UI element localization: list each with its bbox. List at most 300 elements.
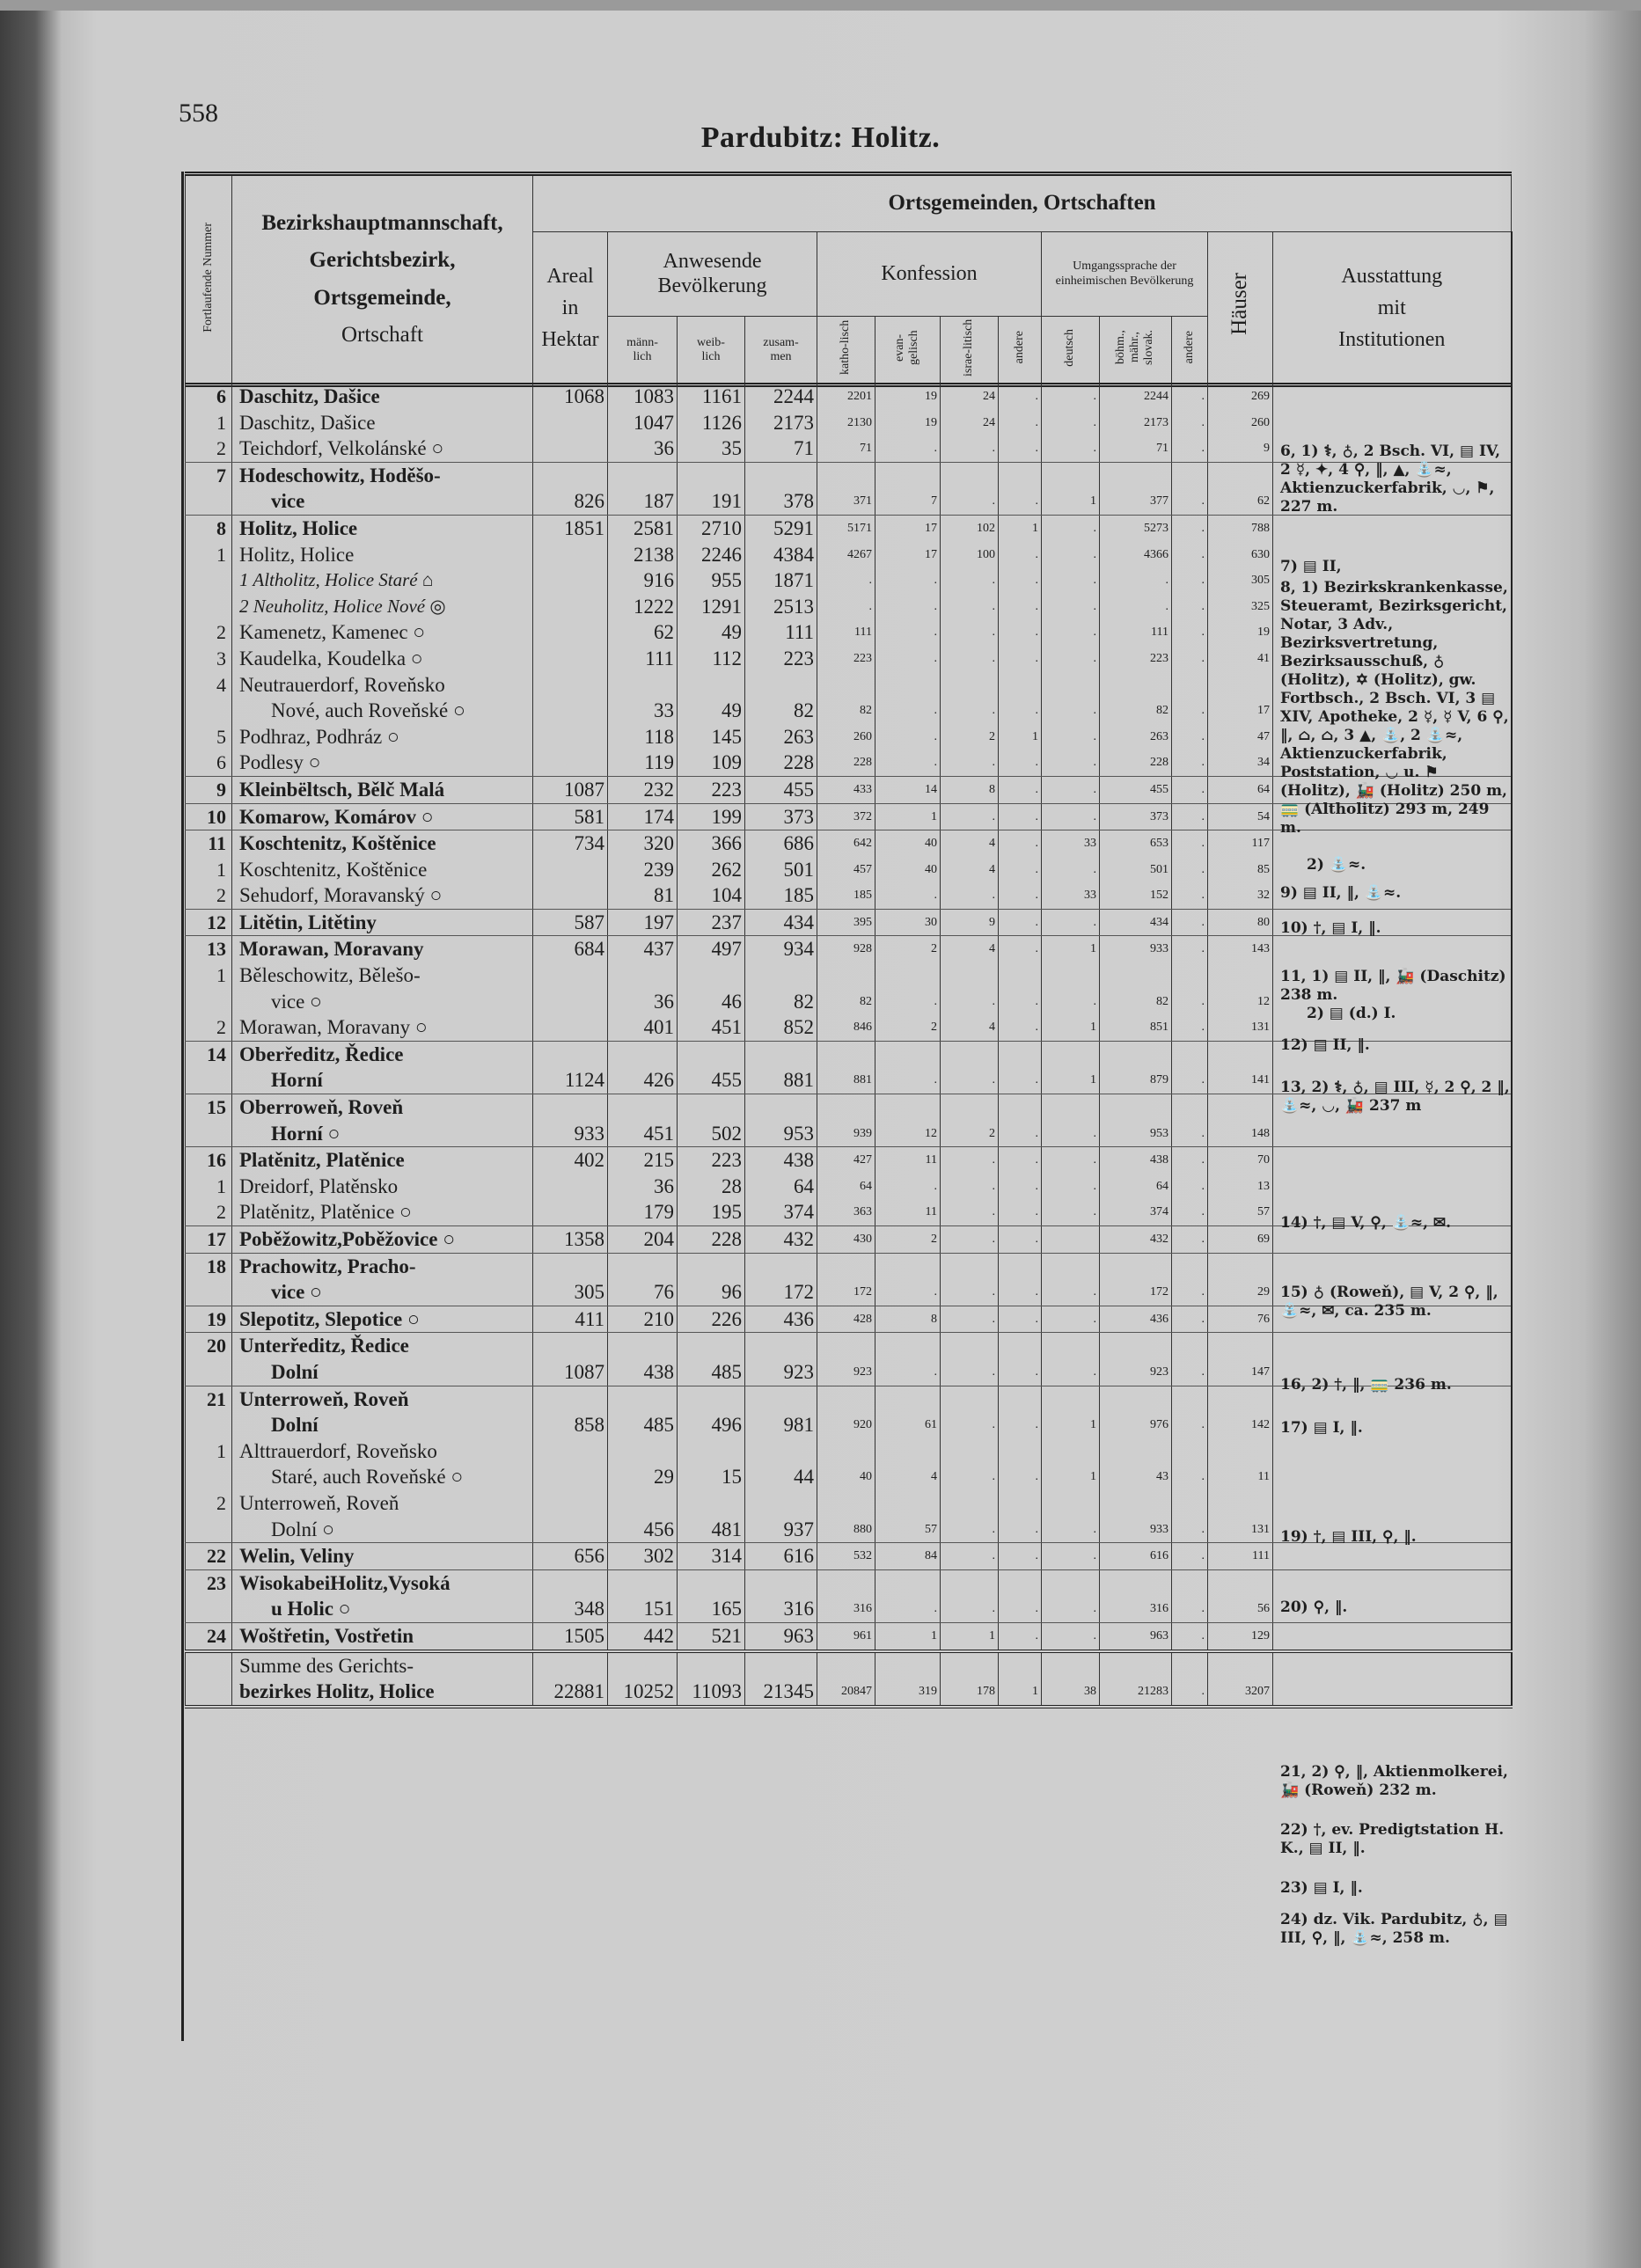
cell-boehmisch: 953 [1100, 1094, 1172, 1147]
cell-evangelisch: 2 [875, 936, 941, 962]
cell-areal: 411 [533, 1306, 608, 1333]
header-haeuser [1208, 232, 1273, 385]
place-name-line: Sehudorf, Moravanský ○ [239, 884, 443, 907]
cell-deutsch: . [1042, 594, 1100, 620]
cell-areal: 826 [533, 462, 608, 515]
header-umgangssprache: Umgangssprache der einheimischen Bevölkerung [1042, 232, 1208, 317]
cell-boehmisch: 2173 [1100, 410, 1172, 436]
cell-israelitisch: . [941, 594, 999, 620]
place-name [232, 803, 533, 830]
cell-zusammen: 2513 [745, 594, 817, 620]
cell-deutsch: . [1042, 1333, 1100, 1386]
cell-andere-sprache: . [1172, 1543, 1208, 1570]
cell-maennlich: 119 [608, 750, 678, 776]
cell-zusammen: 434 [745, 909, 817, 936]
cell-andere-sprache: . [1172, 830, 1208, 857]
cell-andere-sprache: . [1172, 803, 1208, 830]
ausstattung-note: 16, 2) †, ‖, 🚃 236 m. [1280, 1376, 1452, 1394]
place-name [232, 1199, 533, 1225]
page-number: 558 [179, 99, 218, 128]
cell-boehmisch: 438 [1100, 1147, 1172, 1174]
cell-andere: . [999, 462, 1042, 515]
cell-israelitisch: . [941, 1490, 999, 1543]
header-name-line: Ortsgemeinde, [313, 285, 451, 310]
cell-deutsch: 1 [1042, 1014, 1100, 1041]
cell-boehmisch: 43 [1100, 1438, 1172, 1490]
cell-evangelisch: 40 [875, 830, 941, 857]
cell-areal [533, 882, 608, 909]
cell-andere: . [999, 1147, 1042, 1174]
cell-boehmisch: . [1100, 594, 1172, 620]
cell-evangelisch: . [875, 646, 941, 672]
cell-andere: 1 [999, 515, 1042, 541]
cell-katholisch: 82 [817, 962, 875, 1014]
cell-andere: . [999, 750, 1042, 776]
cell-boehmisch: 152 [1100, 882, 1172, 909]
row-number: 13 [186, 936, 232, 962]
row-number: 11 [186, 830, 232, 857]
cell-zusammen: 953 [745, 1094, 817, 1147]
cell-zusammen: 185 [745, 882, 817, 909]
row-number: 3 [186, 646, 232, 672]
cell-maennlich: 1222 [608, 594, 678, 620]
cell-deutsch: . [1042, 962, 1100, 1014]
cell-evangelisch: . [875, 1174, 941, 1200]
cell-boehmisch: 976 [1100, 1386, 1172, 1438]
cell-haeuser: 630 [1208, 542, 1273, 568]
cell-katholisch: 428 [817, 1306, 875, 1333]
cell-haeuser: 131 [1208, 1014, 1273, 1041]
header-nr-label: Fortlaufende Nummer [201, 222, 215, 333]
cell-andere-sprache: . [1172, 750, 1208, 776]
cell-areal [533, 1174, 608, 1200]
cell-evangelisch: 40 [875, 857, 941, 883]
cell-katholisch: 433 [817, 776, 875, 803]
cell-haeuser: 54 [1208, 803, 1273, 830]
cell-areal: 305 [533, 1253, 608, 1306]
place-name-line: Koschtenitz, Koštěnice [239, 832, 436, 855]
ausstattung-note: 12) ▤ II, ‖. [1280, 1036, 1370, 1054]
cell-andere-sprache: . [1172, 1333, 1208, 1386]
header-name-line: Gerichtsbezirk, [309, 248, 456, 273]
summary-areal: 22881 [533, 1651, 608, 1707]
cell-katholisch: 430 [817, 1226, 875, 1254]
cell-maennlich: 2581 [608, 515, 678, 541]
table-row [186, 1174, 1512, 1200]
place-name [232, 882, 533, 909]
header-zusammen: zusam-men [745, 317, 817, 385]
cell-haeuser: 80 [1208, 909, 1273, 936]
place-name-line: Holitz, Holice [239, 543, 355, 566]
cell-deutsch: . [1042, 1569, 1100, 1622]
header-andere-label: andere [1012, 331, 1026, 364]
cell-zusammen: 2173 [745, 410, 817, 436]
cell-ausstattung [1273, 1147, 1512, 1174]
cell-ausstattung [1273, 1174, 1512, 1200]
cell-ausstattung [1273, 384, 1512, 410]
cell-weiblich: 49 [678, 672, 745, 724]
ausstattung-note: 21, 2) ⚲, ‖, Aktienmolkerei, 🚂 (Roweň) 232 m. [1280, 1763, 1508, 1799]
place-name [232, 1543, 533, 1570]
cell-israelitisch: 100 [941, 542, 999, 568]
cell-areal [533, 619, 608, 646]
row-number: 7 [186, 462, 232, 515]
cell-zusammen: 374 [745, 1199, 817, 1225]
cell-haeuser: 148 [1208, 1094, 1273, 1147]
header-ausstattung-line: mit [1377, 296, 1406, 319]
place-name [232, 1490, 533, 1543]
cell-maennlich: 1047 [608, 410, 678, 436]
place-name [232, 1622, 533, 1650]
cell-zusammen: 172 [745, 1253, 817, 1306]
cell-maennlich: 187 [608, 462, 678, 515]
table-header [185, 172, 1513, 387]
cell-israelitisch: 4 [941, 936, 999, 962]
cell-areal [533, 1199, 608, 1225]
cell-andere: . [999, 1014, 1042, 1041]
cell-israelitisch: . [941, 672, 999, 724]
cell-weiblich: 1126 [678, 410, 745, 436]
header-areal-line: Areal [546, 264, 594, 288]
row-number: 5 [186, 724, 232, 750]
cell-haeuser: 12 [1208, 962, 1273, 1014]
cell-andere: . [999, 1306, 1042, 1333]
cell-zusammen: 438 [745, 1147, 817, 1174]
row-number: 2 [186, 1199, 232, 1225]
cell-weiblich: 228 [678, 1226, 745, 1254]
ausstattung-note: 8, 1) Bezirkskrankenkasse, Steueramt, Bezirksgericht, Notar, 3 Adv., Bezirksvertretung, Bezirksausschuß, ♁ (Holitz), ✡ (Holitz), gw. Fortbsch., 2 Bsch. VI, 3 ▤ XIV, Apotheke, 2 ☿, ☿ V, 6 ⚲, ‖, ⌂, ⌂, 3 ▲, ⛲, 2 ⛲≈, Aktienzuckerfabrik, Poststation, ◡ u. ⚑ (Holitz), 🚂 (Holitz) 250 m, 🚃 (Altholitz) 293 m, 249 m. [1280, 579, 1509, 837]
cell-israelitisch: . [941, 1333, 999, 1386]
cell-zusammen: 316 [745, 1569, 817, 1622]
place-name-line: Poběžowitz,Poběžovice ○ [239, 1228, 456, 1250]
cell-maennlich: 215 [608, 1147, 678, 1174]
cell-deutsch: . [1042, 1147, 1100, 1174]
cell-andere-sprache: . [1172, 1386, 1208, 1438]
cell-areal: 1087 [533, 1333, 608, 1386]
cell-zusammen: 981 [745, 1386, 817, 1438]
cell-katholisch: 532 [817, 1543, 875, 1570]
cell-boehmisch: 223 [1100, 646, 1172, 672]
header-andere-sprache [1172, 317, 1208, 385]
cell-maennlich: 118 [608, 724, 678, 750]
cell-katholisch: 923 [817, 1333, 875, 1386]
cell-weiblich: 497 [678, 936, 745, 962]
cell-andere: . [999, 567, 1042, 594]
place-name-line: Unterroweň, Roveň [239, 1491, 399, 1514]
cell-zusammen: 82 [745, 962, 817, 1014]
cell-katholisch: 961 [817, 1622, 875, 1650]
cell-boehmisch: 923 [1100, 1333, 1172, 1386]
ausstattung-note: 19) †, ▤ III, ⚲, ‖. [1280, 1528, 1417, 1546]
place-name-line: Welin, Veliny [239, 1545, 355, 1568]
cell-zusammen: 432 [745, 1226, 817, 1254]
header-konfession: Konfession [817, 232, 1042, 317]
cell-katholisch: 172 [817, 1253, 875, 1306]
cell-evangelisch: . [875, 962, 941, 1014]
cell-deutsch: . [1042, 619, 1100, 646]
cell-deutsch: . [1042, 435, 1100, 462]
cell-andere: . [999, 1041, 1042, 1094]
place-name-line: 1 Altholitz, Holice Staré ⌂ [239, 569, 434, 591]
cell-deutsch: 1 [1042, 1438, 1100, 1490]
cell-maennlich: 29 [608, 1438, 678, 1490]
ausstattung-note: 17) ▤ I, ‖. [1280, 1419, 1363, 1437]
place-name [232, 515, 533, 541]
cell-boehmisch: 851 [1100, 1014, 1172, 1041]
cell-deutsch: . [1042, 1174, 1100, 1200]
place-name-line: u Holic ○ [271, 1598, 351, 1621]
header-nr [186, 174, 232, 385]
cell-haeuser: 19 [1208, 619, 1273, 646]
place-name [232, 962, 533, 1014]
header-maennlich: männ-lich [608, 317, 678, 385]
cell-boehmisch: 111 [1100, 619, 1172, 646]
row-number: 6 [186, 750, 232, 776]
cell-katholisch: 928 [817, 936, 875, 962]
cell-boehmisch: 64 [1100, 1174, 1172, 1200]
cell-zusammen: 64 [745, 1174, 817, 1200]
cell-katholisch: 228 [817, 750, 875, 776]
cell-weiblich: 223 [678, 776, 745, 803]
cell-boehmisch: 436 [1100, 1306, 1172, 1333]
cell-evangelisch: . [875, 435, 941, 462]
ausstattung-note: 2) ▤ (d.) I. [1307, 1005, 1396, 1022]
row-number [186, 567, 232, 594]
cell-ausstattung [1273, 1438, 1512, 1490]
header-andere-sprache-label: andere [1182, 331, 1196, 364]
row-number: 9 [186, 776, 232, 803]
place-name [232, 1226, 533, 1254]
summary-maennlich: 10252 [608, 1651, 678, 1707]
cell-evangelisch: 7 [875, 462, 941, 515]
place-name [232, 462, 533, 515]
place-name-line: Morawan, Moravany [239, 938, 424, 961]
cell-zusammen: 923 [745, 1333, 817, 1386]
row-number: 1 [186, 857, 232, 883]
cell-israelitisch: 4 [941, 830, 999, 857]
cell-israelitisch: . [941, 1253, 999, 1306]
cell-andere-sprache: . [1172, 619, 1208, 646]
place-name-line: Běleschowitz, Bělešo- [239, 964, 421, 987]
cell-maennlich: 81 [608, 882, 678, 909]
cell-andere-sprache: . [1172, 1199, 1208, 1225]
place-name-line: Platěnitz, Platěnice ○ [239, 1201, 412, 1224]
header-name-line: Bezirkshauptmannschaft, [261, 210, 503, 235]
row-number: 2 [186, 882, 232, 909]
cell-areal: 1505 [533, 1622, 608, 1650]
cell-weiblich: 2710 [678, 515, 745, 541]
table-row [186, 1438, 1512, 1490]
cell-evangelisch: . [875, 1041, 941, 1094]
cell-israelitisch: . [941, 462, 999, 515]
cell-haeuser: 788 [1208, 515, 1273, 541]
cell-haeuser: 17 [1208, 672, 1273, 724]
ausstattung-note: 10) †, ▤ I, ‖. [1280, 919, 1381, 937]
cell-boehmisch: 82 [1100, 962, 1172, 1014]
cell-deutsch: 33 [1042, 830, 1100, 857]
cell-katholisch: 260 [817, 724, 875, 750]
place-name [232, 776, 533, 803]
place-name-line: Unterroweň, Roveň [239, 1387, 409, 1410]
cell-boehmisch: 228 [1100, 750, 1172, 776]
cell-boehmisch: 263 [1100, 724, 1172, 750]
cell-andere-sprache: . [1172, 1622, 1208, 1650]
cell-ausstattung [1273, 515, 1512, 541]
place-name [232, 1438, 533, 1490]
cell-israelitisch: . [941, 1543, 999, 1570]
cell-haeuser: 147 [1208, 1333, 1273, 1386]
cell-andere-sprache: . [1172, 515, 1208, 541]
cell-boehmisch: 172 [1100, 1253, 1172, 1306]
cell-andere: . [999, 542, 1042, 568]
cell-israelitisch: 4 [941, 1014, 999, 1041]
cell-israelitisch: . [941, 1041, 999, 1094]
row-number: 18 [186, 1253, 232, 1306]
cell-evangelisch: 17 [875, 542, 941, 568]
ausstattung-note: 9) ▤ II, ‖, ⛲≈. [1280, 884, 1402, 902]
cell-haeuser: 34 [1208, 750, 1273, 776]
cell-zusammen: 934 [745, 936, 817, 962]
cell-areal [533, 594, 608, 620]
cell-evangelisch: . [875, 1253, 941, 1306]
row-number: 4 [186, 672, 232, 724]
cell-haeuser: 325 [1208, 594, 1273, 620]
cell-israelitisch: . [941, 1226, 999, 1254]
cell-katholisch: 427 [817, 1147, 875, 1174]
cell-maennlich: 204 [608, 1226, 678, 1254]
cell-andere-sprache: . [1172, 909, 1208, 936]
row-number: 2 [186, 1014, 232, 1041]
row-number: 6 [186, 384, 232, 410]
place-name [232, 594, 533, 620]
cell-evangelisch: . [875, 1333, 941, 1386]
cell-maennlich: 36 [608, 1174, 678, 1200]
ausstattung-note: 14) †, ▤ V, ⚲, ⛲≈, ✉. [1280, 1214, 1452, 1232]
cell-boehmisch: 434 [1100, 909, 1172, 936]
cell-weiblich: 46 [678, 962, 745, 1014]
cell-andere: . [999, 1253, 1042, 1306]
cell-andere: . [999, 435, 1042, 462]
cell-areal: 656 [533, 1543, 608, 1570]
cell-ausstattung [1273, 936, 1512, 962]
header-bevoelkerung: Anwesende Bevölkerung [608, 232, 817, 317]
cell-israelitisch: . [941, 567, 999, 594]
cell-areal: 1358 [533, 1226, 608, 1254]
place-name-line: Podlesy ○ [239, 751, 321, 774]
cell-areal: 684 [533, 936, 608, 962]
header-evangelisch-label: evan-gelisch [893, 330, 921, 365]
place-name [232, 646, 533, 672]
cell-israelitisch: . [941, 962, 999, 1014]
cell-andere-sprache: . [1172, 882, 1208, 909]
header-andere [999, 317, 1042, 385]
cell-evangelisch: 1 [875, 803, 941, 830]
cell-deutsch: . [1042, 515, 1100, 541]
cell-andere: . [999, 646, 1042, 672]
cell-weiblich: 496 [678, 1386, 745, 1438]
header-ausstattung [1273, 232, 1512, 385]
cell-areal [533, 724, 608, 750]
scan-edge [0, 0, 1641, 11]
place-name-line: Litětin, Litětiny [239, 911, 377, 933]
cell-boehmisch: 377 [1100, 462, 1172, 515]
cell-haeuser: 269 [1208, 384, 1273, 410]
table-row [186, 384, 1512, 410]
row-number: 14 [186, 1041, 232, 1094]
cell-katholisch: 371 [817, 462, 875, 515]
cell-boehmisch: . [1100, 567, 1172, 594]
cell-andere-sprache: . [1172, 1174, 1208, 1200]
cell-evangelisch: . [875, 750, 941, 776]
cell-andere-sprache: . [1172, 1569, 1208, 1622]
place-name [232, 1386, 533, 1438]
cell-andere: . [999, 1569, 1042, 1622]
cell-katholisch: 5171 [817, 515, 875, 541]
cell-israelitisch: . [941, 646, 999, 672]
table-row [186, 515, 1512, 541]
cell-zusammen: 455 [745, 776, 817, 803]
cell-haeuser: 29 [1208, 1253, 1273, 1306]
row-number: 1 [186, 1174, 232, 1200]
cell-haeuser: 62 [1208, 462, 1273, 515]
cell-boehmisch: 455 [1100, 776, 1172, 803]
cell-evangelisch: 19 [875, 410, 941, 436]
cell-weiblich: 104 [678, 882, 745, 909]
row-number: 12 [186, 909, 232, 936]
place-name-line: Dolní [271, 1360, 319, 1383]
cell-areal [533, 857, 608, 883]
place-name [232, 1333, 533, 1386]
cell-andere-sprache: . [1172, 567, 1208, 594]
place-name [232, 830, 533, 857]
cell-weiblich: 28 [678, 1174, 745, 1200]
place-name [232, 1306, 533, 1333]
cell-katholisch: . [817, 567, 875, 594]
cell-zusammen: 881 [745, 1041, 817, 1094]
row-number: 23 [186, 1569, 232, 1622]
cell-andere: . [999, 1333, 1042, 1386]
cell-zusammen: 71 [745, 435, 817, 462]
cell-maennlich: 302 [608, 1543, 678, 1570]
place-name-line: Hodeschowitz, Hoděšo- [239, 464, 441, 487]
cell-andere-sprache: . [1172, 672, 1208, 724]
cell-deutsch: . [1042, 672, 1100, 724]
cell-israelitisch: . [941, 1174, 999, 1200]
cell-israelitisch: . [941, 1306, 999, 1333]
cell-areal [533, 672, 608, 724]
cell-deutsch: . [1042, 857, 1100, 883]
cell-deutsch: . [1042, 1543, 1100, 1570]
cell-andere: . [999, 936, 1042, 962]
cell-zusammen: 228 [745, 750, 817, 776]
cell-israelitisch: 4 [941, 857, 999, 883]
cell-boehmisch: 374 [1100, 1199, 1172, 1225]
cell-israelitisch: . [941, 435, 999, 462]
cell-areal [533, 567, 608, 594]
cell-boehmisch: 616 [1100, 1543, 1172, 1570]
cell-weiblich: 223 [678, 1147, 745, 1174]
cell-andere: . [999, 1226, 1042, 1254]
cell-maennlich: 442 [608, 1622, 678, 1650]
place-name [232, 384, 533, 410]
cell-deutsch: 1 [1042, 1041, 1100, 1094]
cell-katholisch: 846 [817, 1014, 875, 1041]
cell-weiblich: 165 [678, 1569, 745, 1622]
cell-katholisch: 71 [817, 435, 875, 462]
cell-katholisch: 457 [817, 857, 875, 883]
header-name-line: Ortschaft [341, 323, 424, 348]
cell-maennlich: 151 [608, 1569, 678, 1622]
